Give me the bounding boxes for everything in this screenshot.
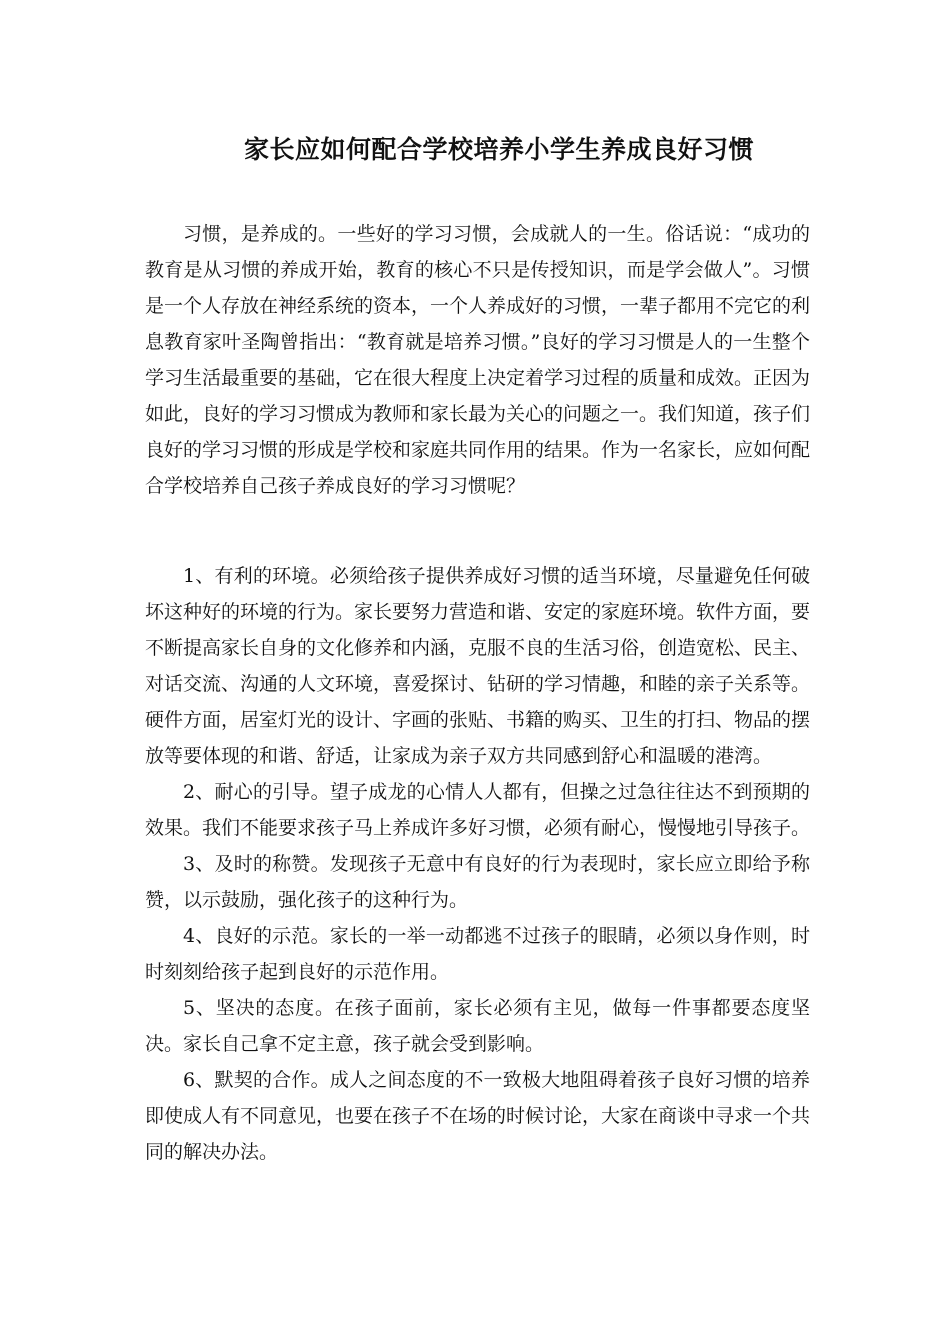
point-6-paragraph: 6、默契的合作。成人之间态度的不一致极大地阻碍着孩子良好习惯的培养即使成人有不同意见，也要在孩子不在场的时候讨论，大家在商谈中寻求一个共同的解决办法。 — [145, 1069, 811, 1163]
paragraph-spacer — [145, 504, 810, 558]
point-2-paragraph: 2、耐心的引导。望子成龙的心情人人都有，但操之过急往往达不到预期的效果。我们不能要求孩子马上养成许多好习惯，必须有耐心，慢慢地引导孩子。 — [145, 781, 811, 839]
document-body — [145, 216, 810, 1170]
document-title: 家长应如何配合学校培养小学生养成良好习惯 — [243, 135, 754, 164]
point-3-paragraph: 3、及时的称赞。发现孩子无意中有良好的行为表现时，家长应立即给予称赞，以示鼓励，强化孩子的这种行为。 — [145, 853, 810, 911]
point-1-paragraph: 1、有利的环境。必须给孩子提供养成好习惯的适当环境，尽量避免任何破坏这种好的环境的行为。家长要努力营造和谐、安定的家庭环境。软件方面，要不断提高家长自身的文化修养和内涵，克服不良的生活习俗，创造宽松、民主、对话交流、沟通的人文环境，喜爱探讨、钻研的学习情趣，和睦的亲子关系等。硬件方面，居室灯光的设计、字画的张贴、书籍的购买、卫生的打扫、物品的摆放等要体现的和谐、舒适，让家成为亲子双方共同感到舒心和温暖的港湾。 — [145, 565, 811, 767]
point-5-paragraph: 5、坚决的态度。在孩子面前，家长必须有主见，做每一件事都要态度坚决。家长自己拿不定主意，孩子就会受到影响。 — [145, 997, 810, 1055]
point-4-paragraph: 4、良好的示范。家长的一举一动都逃不过孩子的眼睛，必须以身作则，时时刻刻给孩子起到良好的示范作用。 — [145, 925, 810, 983]
intro-paragraph: 习惯，是养成的。一些好的学习习惯，会成就人的一生。俗话说：“成功的教育是从习惯的养成开始，教育的核心不只是传授知识，而是学会做人”。习惯是一个人存放在神经系统的资本，一个人养成好的习惯，一辈子都用不完它的利息教育家叶圣陶曾指出：“教育就是培养习惯。”良好的学习习惯是人的一生整个学习生活最重要的基础，它在很大程度上决定着学习过程的质量和成效。正因为如此，良好的学习习惯成为教师和家长最为关心的问题之一。我们知道，孩子们良好的学习习惯的形成是学校和家庭共同作用的结果。作为一名家长，应如何配合学校培养自己孩子养成良好的学习习惯呢？ — [145, 223, 811, 497]
